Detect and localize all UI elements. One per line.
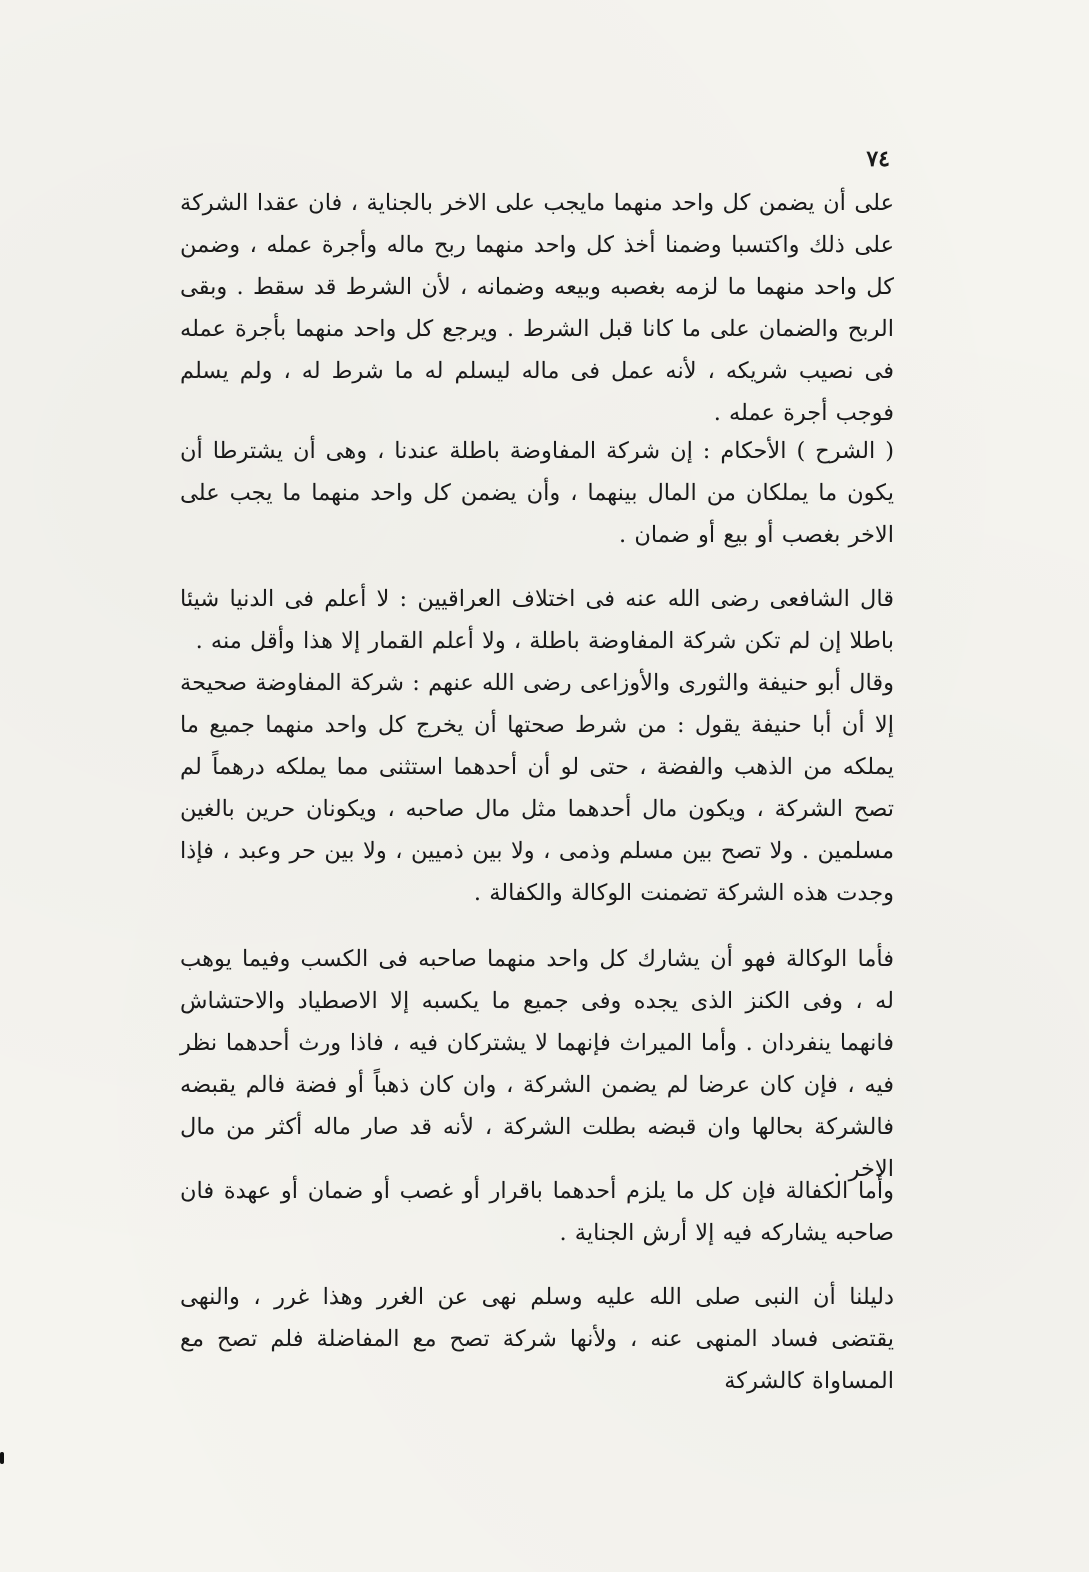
- page-number: ٧٤: [866, 146, 890, 172]
- paragraph-abu-hanifa-opinion: وقال أبو حنيفة والثورى والأوزاعى رضى الله عنهم : شركة المفاوضة صحيحة إلا أن أبا حنيفة يقول : من شرط صحتها أن يخرج كل واحد منهما جميع ما يملكه من الذهب والفضة ، حتى لو أن أحدهما استثنى مما يملكه درهماً لم تصح الشركة ، ويكون مال أحدهما مثل مال صاحبه ، ويكونان حرين بالغين مسلمين . ولا تصح بين مسلم وذمى ، ولا بين ذميين ، ولا بين حر وعبد ، فإذا وجدت هذه الشركة تضمنت الوكالة والكفالة .: [180, 670, 894, 906]
- paragraph-commentary-rulings: ( الشرح ) الأحكام : إن شركة المفاوضة باطلة عندنا ، وهى أن يشترطا أن يكون ما يملكان من المال بينهما ، وأن يضمن كل واحد منهما ما يجب على الاخر بغصب أو بيع أو ضمان .: [180, 438, 894, 548]
- scan-edge-mark: [0, 1452, 4, 1464]
- paragraph-evidence: دليلنا أن النبى صلى الله عليه وسلم نهى عن الغرر وهذا غرر ، والنهى يقتضى فساد المنهى عنه ، ولأنها شركة تصح مع المفاضلة فلم تصح مع المساواة كالشركة: [180, 1284, 894, 1394]
- paragraph-guarantee: وأما الكفالة فإن كل ما يلزم أحدهما باقرار أو غصب أو ضمان أو عهدة فان صاحبه يشاركه فيه إلا أرش الجناية .: [180, 1178, 894, 1246]
- paragraph-agency: فأما الوكالة فهو أن يشارك كل واحد منهما صاحبه فى الكسب وفيما يوهب له ، وفى الكنز الذى يجده وفى جميع ما يكسبه إلا الاصطياد والاحتشاش فانهما ينفردان . وأما الميراث فإنهما لا يشتركان فيه ، فاذا ورث أحدهما نظر فيه ، فإن كان عرضا لم يضمن الشركة ، وان كان ذهباً أو فضة فالم يقبضه فالشركة بحالها وان قبضه بطلت الشركة ، لأنه قد صار ماله أكثر من مال الاخر .: [180, 946, 894, 1182]
- paragraph-shafii-opinion: قال الشافعى رضى الله عنه فى اختلاف العراقيين : لا أعلم فى الدنيا شيئا باطلا إن لم تكن شركة المفاوضة باطلة ، ولا أعلم القمار إلا هذا وأقل منه .: [180, 586, 894, 654]
- paragraph-condition-text: على أن يضمن كل واحد منهما مايجب على الاخر بالجناية ، فان عقدا الشركة على ذلك واكتسبا وضمنا أخذ كل واحد منهما ربح ماله وأجرة عمله ، وضمن كل واحد منهما ما لزمه بغصبه وبيعه وضمانه ، لأن الشرط قد سقط . وبقى الربح والضمان على ما كانا قبل الشرط . ويرجع كل واحد منهما بأجرة عمله فى نصيب شريكه ، لأنه عمل فى ماله ليسلم له ما شرط له ، ولم يسلم فوجب أجرة عمله .: [180, 190, 894, 426]
